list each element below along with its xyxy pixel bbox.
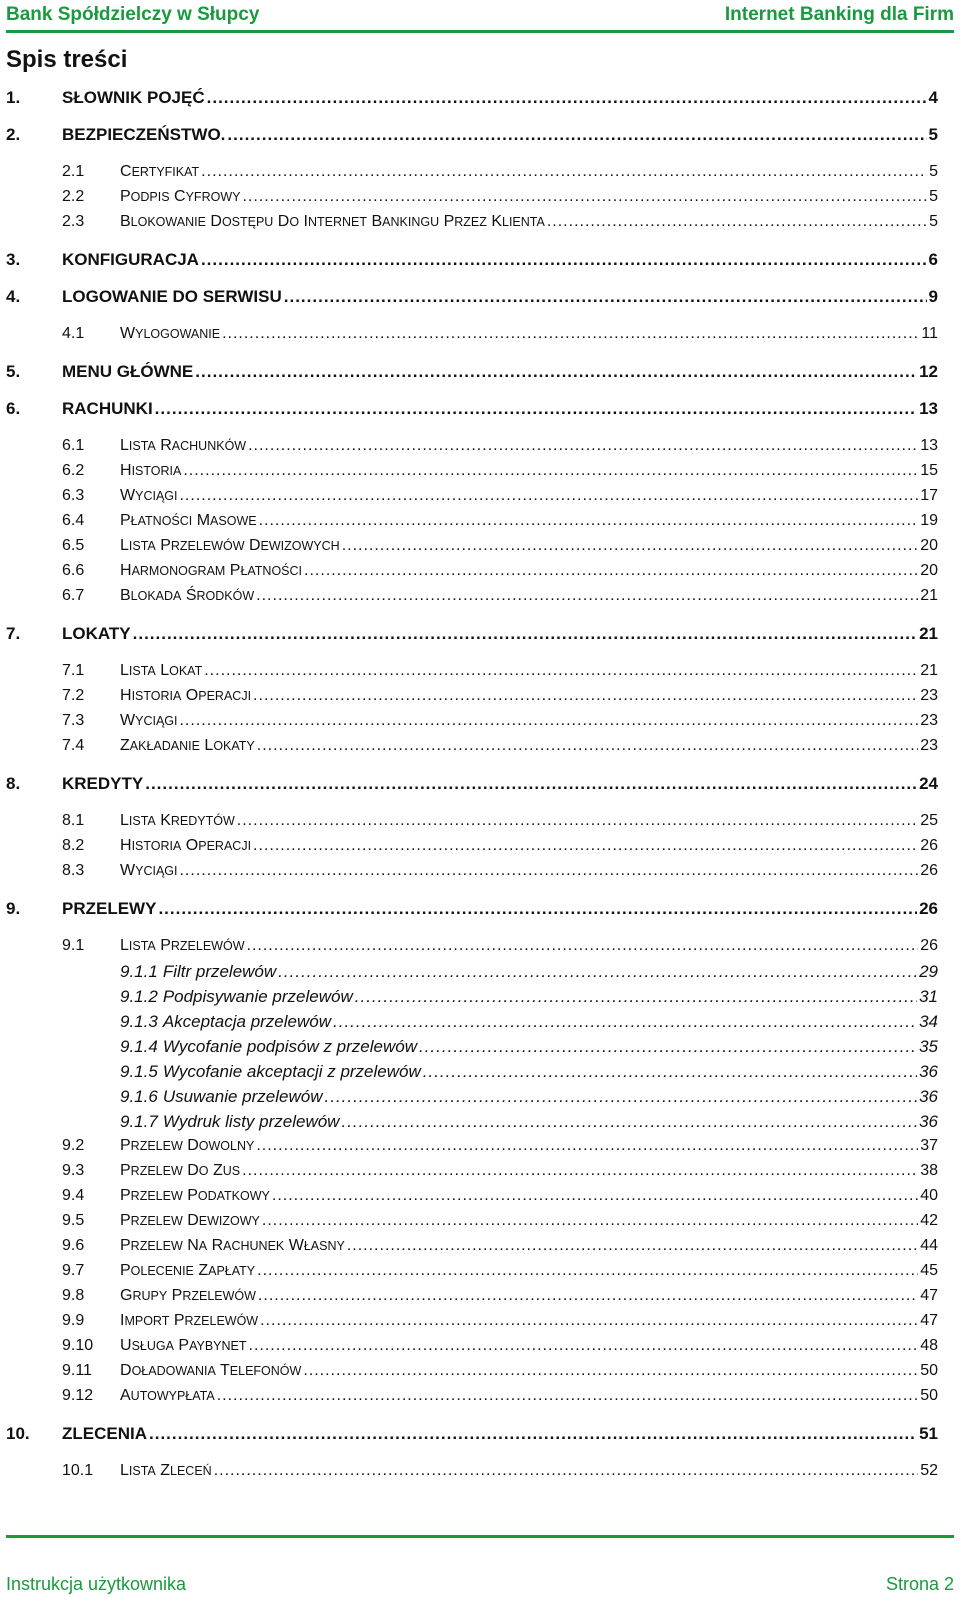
toc-entry-number: 9.1.3 bbox=[120, 1012, 158, 1031]
toc-entry-title: HISTORIA bbox=[120, 462, 182, 479]
toc-dot-leader bbox=[222, 325, 919, 343]
toc-entry[interactable] bbox=[6, 250, 938, 270]
toc-entry-page: 24 bbox=[919, 774, 938, 793]
toc-entry-title: DOŁADOWANIA TELEFONÓW bbox=[120, 1362, 302, 1379]
toc-entry-number: 6.4 bbox=[62, 512, 85, 529]
toc-entry-title: SŁOWNIK POJĘĆ bbox=[62, 88, 205, 107]
toc-entry[interactable] bbox=[6, 287, 938, 307]
toc-entry-title: Filtr przelewów bbox=[162, 962, 277, 981]
toc-dot-leader bbox=[355, 987, 917, 1007]
toc-entry-number: 2.2 bbox=[62, 188, 85, 205]
toc-entry-title: PRZELEWY bbox=[62, 899, 157, 918]
toc-entry-page: 48 bbox=[920, 1337, 938, 1354]
toc-entry-number: 9.1.1 bbox=[120, 962, 158, 981]
toc-entry-page: 42 bbox=[920, 1212, 938, 1229]
toc-entry-page: 17 bbox=[920, 487, 938, 504]
toc-entry-number: 6.6 bbox=[62, 562, 85, 579]
toc-dot-leader bbox=[303, 1362, 918, 1380]
toc-entry-page: 47 bbox=[920, 1312, 938, 1329]
toc-entry-page: 26 bbox=[920, 862, 938, 879]
toc-entry-page: 23 bbox=[920, 737, 938, 754]
toc-entry-title: PRZELEW DEWIZOWY bbox=[120, 1212, 260, 1229]
toc-entry-title: LISTA RACHUNKÓW bbox=[120, 437, 247, 454]
toc-dot-leader bbox=[333, 1012, 917, 1032]
toc-dot-leader bbox=[347, 1237, 918, 1255]
toc-entry-title: BEZPIECZEŃSTWO. bbox=[62, 125, 226, 144]
toc-entry-number: 4.1 bbox=[62, 325, 85, 342]
toc-entry-number: 9.4 bbox=[62, 1187, 85, 1204]
toc-dot-leader bbox=[179, 487, 918, 505]
toc-dot-leader bbox=[258, 1287, 918, 1305]
toc-entry-page: 6 bbox=[928, 250, 938, 269]
toc-entry[interactable] bbox=[6, 512, 938, 530]
toc-entry[interactable] bbox=[6, 1262, 938, 1280]
toc-entry-title: CERTYFIKAT bbox=[120, 163, 200, 180]
toc-entry-number: 8.2 bbox=[62, 837, 85, 854]
toc-entry[interactable] bbox=[6, 1062, 938, 1082]
toc-entry[interactable] bbox=[6, 1462, 938, 1480]
toc-entry-page: 26 bbox=[920, 837, 938, 854]
toc-entry-number: 6.3 bbox=[62, 487, 85, 504]
toc-dot-leader bbox=[547, 213, 927, 231]
toc-entry-page: 35 bbox=[919, 1037, 938, 1056]
toc-entry-title: HARMONOGRAM PŁATNOŚCI bbox=[120, 562, 303, 579]
toc-entry-title: PRZELEW DO ZUS bbox=[120, 1162, 241, 1179]
toc-dot-leader bbox=[423, 1062, 917, 1082]
toc-entry-page: 26 bbox=[920, 937, 938, 954]
toc-dot-leader bbox=[201, 163, 927, 181]
toc-entry-page: 5 bbox=[929, 213, 938, 230]
toc-dot-leader bbox=[179, 712, 918, 730]
toc-dot-leader bbox=[341, 1112, 917, 1132]
toc-entry-page: 5 bbox=[928, 125, 938, 144]
page-footer bbox=[6, 1535, 954, 1596]
toc-entry[interactable] bbox=[6, 862, 938, 880]
toc-entry-number: 8. bbox=[6, 774, 21, 793]
toc-entry[interactable] bbox=[6, 662, 938, 680]
toc-dot-leader bbox=[253, 687, 918, 705]
toc-entry-page: 13 bbox=[920, 437, 938, 454]
toc-entry-page: 34 bbox=[919, 1012, 938, 1031]
toc-dot-leader bbox=[242, 1162, 918, 1180]
toc-entry-page: 20 bbox=[920, 562, 938, 579]
toc-entry[interactable] bbox=[6, 163, 938, 181]
toc-entry-page: 21 bbox=[920, 662, 938, 679]
toc-entry[interactable] bbox=[6, 1312, 938, 1330]
toc-entry-title: GRUPY PRZELEWÓW bbox=[120, 1287, 256, 1304]
toc-entry[interactable] bbox=[6, 537, 938, 555]
toc-entry-page: 12 bbox=[919, 362, 938, 381]
toc-dot-leader bbox=[179, 862, 918, 880]
toc-entry-page: 50 bbox=[920, 1387, 938, 1404]
product-name: Internet Banking dla Firm bbox=[724, 4, 954, 25]
toc-entry-page: 23 bbox=[920, 687, 938, 704]
toc-entry-title: PRZELEW NA RACHUNEK WŁASNY bbox=[120, 1237, 345, 1254]
toc-entry-page: 23 bbox=[920, 712, 938, 729]
toc-entry-number: 9.1.7 bbox=[120, 1112, 158, 1131]
toc-entry-title: BLOKADA ŚRODKÓW bbox=[120, 587, 255, 604]
toc-entry-title: RACHUNKI bbox=[62, 399, 153, 418]
toc-entry-title: MENU GŁÓWNE bbox=[62, 362, 194, 381]
toc-entry[interactable] bbox=[6, 1287, 938, 1305]
page-title: Spis treści bbox=[6, 46, 128, 73]
toc-dot-leader bbox=[304, 562, 918, 580]
toc-entry-number: 9. bbox=[6, 899, 21, 918]
toc-entry-number: 6. bbox=[6, 399, 21, 418]
toc-entry-number: 9.5 bbox=[62, 1212, 85, 1229]
toc-entry-title: PRZELEW PODATKOWY bbox=[120, 1187, 270, 1204]
toc-entry-title: IMPORT PRZELEWÓW bbox=[120, 1312, 259, 1329]
toc-entry-title: Usuwanie przelewów bbox=[162, 1087, 323, 1106]
toc-entry[interactable] bbox=[6, 1087, 938, 1107]
toc-entry-number: 9.12 bbox=[62, 1387, 94, 1404]
toc-entry[interactable] bbox=[6, 899, 938, 919]
toc-entry-number: 6.5 bbox=[62, 537, 85, 554]
toc-entry-number: 9.1.5 bbox=[120, 1062, 158, 1081]
toc-dot-leader bbox=[183, 462, 918, 480]
toc-entry[interactable] bbox=[6, 624, 938, 644]
toc-entry-number: 4. bbox=[6, 287, 21, 306]
toc-dot-leader bbox=[259, 512, 919, 530]
toc-entry-title: LISTA KREDYTÓW bbox=[120, 812, 235, 829]
toc-entry-title: LOKATY bbox=[62, 624, 131, 643]
toc-entry-title: HISTORIA OPERACJI bbox=[120, 687, 252, 704]
toc-entry-title: PŁATNOŚCI MASOWE bbox=[120, 512, 257, 529]
toc-entry-page: 21 bbox=[919, 624, 938, 643]
toc-entry-number: 7.1 bbox=[62, 662, 85, 679]
toc-entry-page: 47 bbox=[920, 1287, 938, 1304]
toc-entry-page: 13 bbox=[919, 399, 938, 418]
toc-entry[interactable] bbox=[6, 462, 938, 480]
toc-entry-title: Podpisywanie przelewów bbox=[162, 987, 353, 1006]
toc-dot-leader bbox=[257, 1262, 918, 1280]
toc-dot-leader bbox=[242, 188, 927, 206]
toc-entry-page: 26 bbox=[919, 899, 938, 918]
toc-dot-leader bbox=[217, 1387, 918, 1405]
toc-entry[interactable] bbox=[6, 88, 938, 108]
toc-entry-page: 36 bbox=[919, 1062, 938, 1081]
toc-entry-title: LISTA LOKAT bbox=[120, 662, 203, 679]
toc-entry[interactable] bbox=[6, 562, 938, 580]
toc-dot-leader bbox=[237, 812, 918, 830]
toc-entry-page: 31 bbox=[919, 987, 938, 1006]
toc-entry-page: 40 bbox=[920, 1187, 938, 1204]
toc-entry[interactable] bbox=[6, 1212, 938, 1230]
toc-entry[interactable] bbox=[6, 399, 938, 419]
toc-entry-number: 7.4 bbox=[62, 737, 85, 754]
toc-entry-number: 9.1.6 bbox=[120, 1087, 158, 1106]
toc-entry-number: 7.2 bbox=[62, 687, 85, 704]
toc-entry-page: 36 bbox=[919, 1087, 938, 1106]
toc-entry-page: 20 bbox=[920, 537, 938, 554]
toc-entry[interactable] bbox=[6, 837, 938, 855]
toc-dot-leader bbox=[207, 88, 927, 108]
toc-entry-title: BLOKOWANIE DOSTĘPU DO INTERNET BANKINGU PRZEZ KLIENTA bbox=[120, 213, 545, 230]
toc-entry-title: POLECENIE ZAPŁATY bbox=[120, 1262, 256, 1279]
toc-entry[interactable] bbox=[6, 774, 938, 794]
toc-entry-number: 10. bbox=[6, 1424, 30, 1443]
toc-entry-number: 9.7 bbox=[62, 1262, 85, 1279]
toc-dot-leader bbox=[158, 899, 917, 919]
toc-dot-leader bbox=[195, 362, 917, 382]
toc-entry-number: 9.3 bbox=[62, 1162, 85, 1179]
toc-entry[interactable] bbox=[6, 188, 938, 206]
toc-entry-title: LOGOWANIE DO SERWISU bbox=[62, 287, 282, 306]
toc-dot-leader bbox=[247, 937, 919, 955]
toc-entry-page: 38 bbox=[920, 1162, 938, 1179]
toc-entry-title: ZLECENIA bbox=[62, 1424, 147, 1443]
toc-entry[interactable] bbox=[6, 1237, 938, 1255]
footer-page-number: Strona 2 bbox=[885, 1574, 954, 1594]
toc-entry-page: 19 bbox=[920, 512, 938, 529]
toc-entry-number: 8.1 bbox=[62, 812, 85, 829]
toc-entry-title: KONFIGURACJA bbox=[62, 250, 199, 269]
toc-entry-number: 6.1 bbox=[62, 437, 85, 454]
toc-dot-leader bbox=[227, 125, 926, 145]
toc-entry-page: 51 bbox=[919, 1424, 938, 1443]
toc-entry[interactable] bbox=[6, 987, 938, 1007]
toc-entry-title: ZAKŁADANIE LOKATY bbox=[120, 737, 255, 754]
toc-entry-number: 6.7 bbox=[62, 587, 85, 604]
toc-dot-leader bbox=[155, 399, 917, 419]
toc-entry-title: Akceptacja przelewów bbox=[162, 1012, 332, 1031]
toc-dot-leader bbox=[145, 774, 917, 794]
toc-entry-title: Wycofanie podpisów z przelewów bbox=[162, 1037, 417, 1056]
toc-entry-page: 5 bbox=[929, 188, 938, 205]
toc-entry[interactable] bbox=[6, 587, 938, 605]
toc-entry-title: PODPIS CYFROWY bbox=[120, 188, 241, 205]
toc-entry-number: 9.1.2 bbox=[120, 987, 158, 1006]
toc-entry[interactable] bbox=[6, 1387, 938, 1405]
toc-entry-number: 9.1.4 bbox=[120, 1037, 158, 1056]
toc-entry-number: 10.1 bbox=[62, 1462, 94, 1479]
toc-entry[interactable] bbox=[6, 125, 938, 145]
toc-entry-number: 5. bbox=[6, 362, 21, 381]
toc-dot-leader bbox=[419, 1037, 917, 1057]
toc-dot-leader bbox=[204, 662, 918, 680]
toc-entry-title: LISTA ZLECEŃ bbox=[120, 1462, 212, 1479]
toc-entry-number: 9.6 bbox=[62, 1237, 85, 1254]
toc-entry[interactable] bbox=[6, 213, 938, 231]
bank-name: Bank Spółdzielczy w Słupcy bbox=[6, 4, 260, 25]
toc-entry-number: 9.2 bbox=[62, 1137, 85, 1154]
toc-entry[interactable] bbox=[6, 1424, 938, 1444]
toc-entry[interactable] bbox=[6, 1337, 938, 1355]
toc-dot-leader bbox=[249, 1337, 919, 1355]
toc-entry-page: 45 bbox=[920, 1262, 938, 1279]
toc-entry-number: 1. bbox=[6, 88, 21, 107]
toc-dot-leader bbox=[272, 1187, 918, 1205]
toc-entry[interactable] bbox=[6, 687, 938, 705]
toc-entry[interactable] bbox=[6, 325, 938, 343]
footer-doc-name: Instrukcja użytkownika bbox=[6, 1574, 187, 1594]
toc-entry-title: USŁUGA PAYBYNET bbox=[120, 1337, 247, 1354]
toc-entry[interactable] bbox=[6, 487, 938, 505]
toc-entry-number: 2. bbox=[6, 125, 21, 144]
toc-entry[interactable] bbox=[6, 1162, 938, 1180]
table-of-contents bbox=[6, 0, 938, 1597]
toc-entry-title: WYCIĄGI bbox=[120, 712, 178, 729]
toc-entry-title: WYLOGOWANIE bbox=[120, 325, 221, 342]
toc-dot-leader bbox=[149, 1424, 917, 1444]
toc-dot-leader bbox=[284, 287, 927, 307]
toc-entry-number: 9.11 bbox=[62, 1362, 92, 1379]
toc-entry-page: 21 bbox=[920, 587, 938, 604]
toc-entry-page: 25 bbox=[920, 812, 938, 829]
toc-dot-leader bbox=[256, 1137, 918, 1155]
toc-entry-page: 36 bbox=[919, 1112, 938, 1131]
toc-entry-title: Wydruk listy przelewów bbox=[162, 1112, 340, 1131]
toc-entry[interactable] bbox=[6, 937, 938, 955]
toc-entry-page: 29 bbox=[919, 962, 938, 981]
toc-entry-title: PRZELEW DOWOLNY bbox=[120, 1137, 255, 1154]
toc-dot-leader bbox=[278, 962, 917, 982]
toc-dot-leader bbox=[262, 1212, 918, 1230]
toc-entry-page: 9 bbox=[928, 287, 938, 306]
toc-dot-leader bbox=[260, 1312, 918, 1330]
toc-entry-number: 7.3 bbox=[62, 712, 85, 729]
toc-entry-number: 8.3 bbox=[62, 862, 85, 879]
toc-entry-page: 50 bbox=[920, 1362, 938, 1379]
toc-entry-number: 9.8 bbox=[62, 1287, 85, 1304]
toc-entry[interactable] bbox=[6, 1012, 938, 1032]
toc-entry-page: 37 bbox=[920, 1137, 938, 1154]
toc-entry-page: 44 bbox=[920, 1237, 938, 1254]
toc-entry-number: 7. bbox=[6, 624, 21, 643]
toc-entry-number: 9.9 bbox=[62, 1312, 85, 1329]
toc-entry-number: 2.3 bbox=[62, 213, 85, 230]
toc-entry[interactable] bbox=[6, 962, 938, 982]
toc-entry[interactable] bbox=[6, 737, 938, 755]
toc-dot-leader bbox=[214, 1462, 919, 1480]
toc-entry-title: Wycofanie akceptacji z przelewów bbox=[162, 1062, 421, 1081]
toc-entry-page: 5 bbox=[929, 163, 938, 180]
toc-dot-leader bbox=[253, 837, 918, 855]
toc-entry-number: 3. bbox=[6, 250, 21, 269]
toc-dot-leader bbox=[256, 587, 918, 605]
toc-dot-leader bbox=[201, 250, 927, 270]
toc-entry[interactable] bbox=[6, 362, 938, 382]
toc-entry[interactable] bbox=[6, 1362, 938, 1380]
toc-entry[interactable] bbox=[6, 1137, 938, 1155]
toc-entry[interactable] bbox=[6, 437, 938, 455]
toc-entry-title: KREDYTY bbox=[62, 774, 144, 793]
toc-entry[interactable] bbox=[6, 812, 938, 830]
toc-dot-leader bbox=[257, 737, 918, 755]
toc-entry-number: 9.1 bbox=[62, 937, 85, 954]
toc-entry-page: 15 bbox=[920, 462, 938, 479]
toc-entry-title: WYCIĄGI bbox=[120, 862, 178, 879]
toc-entry-title: AUTOWYPŁATA bbox=[120, 1387, 215, 1404]
toc-entry-title: LISTA PRZELEWÓW bbox=[120, 937, 245, 954]
toc-entry-number: 2.1 bbox=[62, 163, 85, 180]
toc-entry-page: 4 bbox=[928, 88, 938, 107]
toc-entry-number: 6.2 bbox=[62, 462, 85, 479]
toc-entry-number: 9.10 bbox=[62, 1337, 94, 1354]
toc-dot-leader bbox=[133, 624, 917, 644]
toc-entry-page: 11 bbox=[921, 325, 938, 342]
toc-entry[interactable] bbox=[6, 712, 938, 730]
toc-entry[interactable] bbox=[6, 1112, 938, 1132]
toc-dot-leader bbox=[248, 437, 918, 455]
toc-entry-page: 52 bbox=[920, 1462, 938, 1479]
toc-entry[interactable] bbox=[6, 1187, 938, 1205]
toc-dot-leader bbox=[342, 537, 919, 555]
toc-entry[interactable] bbox=[6, 1037, 938, 1057]
toc-dot-leader bbox=[325, 1087, 918, 1107]
toc-entry-title: HISTORIA OPERACJI bbox=[120, 837, 252, 854]
toc-entry-title: LISTA PRZELEWÓW DEWIZOWYCH bbox=[120, 537, 340, 554]
toc-entry-title: WYCIĄGI bbox=[120, 487, 178, 504]
